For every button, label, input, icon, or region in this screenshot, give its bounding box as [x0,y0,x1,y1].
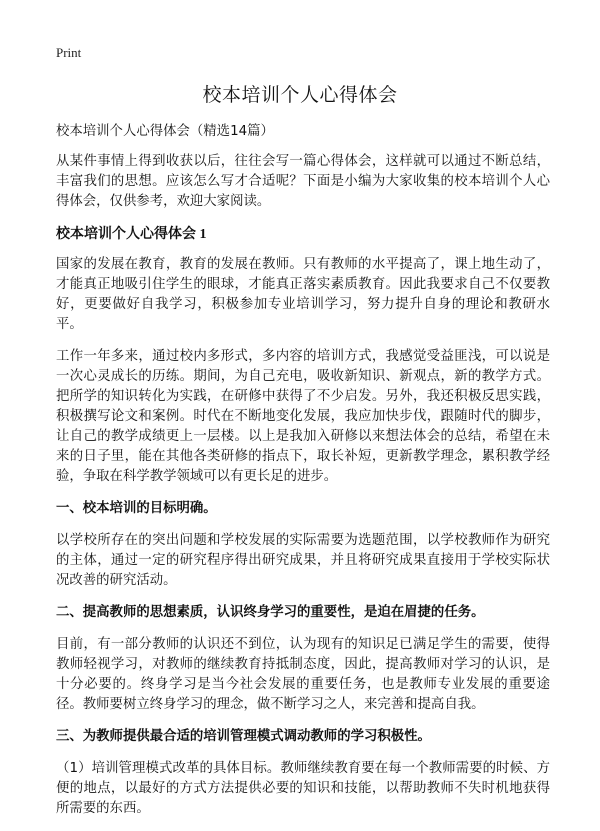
heading-quality: 二、提高教师的思想素质，认识终身学习的重要性，是迫在眉捷的任务。 [56,605,485,620]
subtitle: 校本培训个人心得体会（精选14篇） [56,124,274,139]
heading-management: 三、为教师提供最合适的培训管理模式调动教师的学习积极性。 [56,729,431,744]
print-link[interactable]: Print [56,45,82,60]
paragraph: 国家的发展在教育，教育的发展在教师。只有教师的水平提高了，课上地生动了，才能真正地吸引住学生的眼球，才能真正落实素质教育。因此我要求自己不仅要教好，更要做好自我学习，积极参加专业培训学习，努力提升自身的理论和教研水平。 [56,257,550,332]
intro-paragraph: 从某件事情上得到收获以后，往往会写一篇心得体会，这样就可以通过不断总结，丰富我们的思想。应该怎么写才合适呢？下面是小编为大家收集的校本培训个人心得体会，仅供参考，欢迎大家阅读。 [56,154,550,209]
paragraph: （1）培训管理模式改革的具体目标。教师继续教育要在每一个教师需要的时候、方便的地点，以最好的方式方法提供必要的知识和技能，以帮助教师不失时机地获得所需要的东西。 [56,761,550,816]
paragraph: 工作一年多来，通过校内多形式，多内容的培训方式，我感觉受益匪浅，可以说是一次心灵成长的历练。期间，为自己充电，吸收新知识、新观点，新的教学方式。把所学的知识转化为实践，在研修中获得了不少启发。另外，我还积极反思实践，积极撰写论文和案例。时代在不断地变化发展，我应加快步伐，跟随时代的脚步，让自己的教学成绩更上一层楼。以上是我加入研修以来想法体会的总结，希望在未来的日子里，能在其他各类研修的指点下，取长补短，更新教学理念，累积教学经验，争取在科学教学领域可以有更长足的进步。 [56,349,550,484]
section-title: 校本培训个人心得体会 1 [56,227,207,242]
paragraph: 以学校所存在的突出问题和学校发展的实际需要为选题范围，以学校教师作为研究的主体，通过一定的研究程序得出研究成果，并且将研究成果直接用于学校实际状况改善的研究活动。 [56,533,550,588]
paragraph: 目前，有一部分教师的认识还不到位，认为现有的知识足已满足学生的需要，使得教师轻视学习，对教师的继续教育持抵制态度，因此，提高教师对学习的认识，是十分必要的。终身学习是当今社会发展的重要任务，也是教师专业发展的重要途径。教师要树立终身学习的理念，做不断学习之人，来完善和提高自我。 [56,637,550,712]
article-body [56,122,550,831]
heading-goal: 一、校本培训的目标明确。 [56,501,217,516]
page-title: 校本培训个人心得体会 [202,84,398,106]
